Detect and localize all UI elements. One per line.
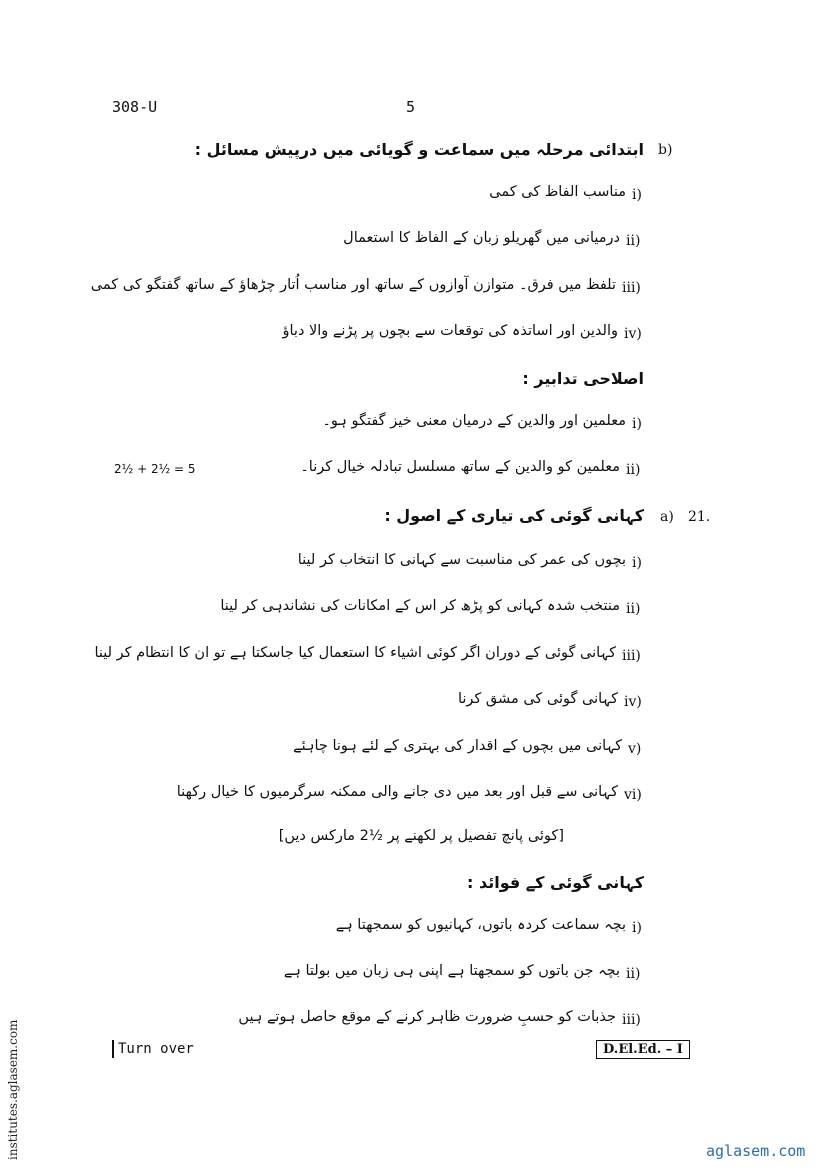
turn-over-label: Turn over bbox=[118, 1041, 194, 1057]
q21-item-4-text: کہانی گوئی کی مشق کرنا bbox=[457, 691, 618, 707]
b-item-4-text: والدین اور اساتذہ کی توقعات سے بچوں پر پڑنے والا دباؤ bbox=[282, 323, 618, 339]
question-number: 21. bbox=[688, 509, 711, 525]
course-badge: D.El.Ed. – I bbox=[596, 1040, 690, 1059]
side-watermark: institutes.aglasem.com bbox=[6, 1019, 20, 1160]
b-item-4-num: iv) bbox=[624, 326, 642, 342]
remedy-2-text: معلمین کو والدین کے ساتھ مسلسل تبادلہ خیال کرنا۔ bbox=[300, 459, 620, 475]
remedy-1-num: i) bbox=[632, 416, 642, 432]
benefit-2-text: بچہ جن باتوں کو سمجھتا ہے اپنی ہی زبان میں بولتا ہے bbox=[283, 963, 620, 979]
page-number: 5 bbox=[406, 98, 416, 116]
b-item-1-num: i) bbox=[632, 187, 642, 203]
turn-over bbox=[112, 1040, 194, 1058]
benefits-heading: کہانی گوئی کے فوائد : bbox=[466, 873, 644, 892]
q21-heading: کہانی گوئی کی تیاری کے اصول : bbox=[384, 506, 644, 525]
q21-item-3-text: کہانی گوئی کے دوران اگر کوئی اشیاء کا استعمال کیا جاسکتا ہے تو ان کا انتظام کر لینا bbox=[94, 645, 616, 661]
q21-item-3-num: iii) bbox=[622, 648, 641, 664]
q21-item-2-text: منتخب شدہ کہانی کو پڑھ کر اس کے امکانات کی نشاندہی کر لینا bbox=[220, 598, 620, 614]
benefit-1-text: بچہ سماعت کردہ باتوں، کہانیوں کو سمجھتا ہے bbox=[335, 917, 626, 933]
q21-item-1-num: i) bbox=[632, 555, 642, 571]
marks-note: 2½ + 2½ = 5 bbox=[114, 462, 196, 476]
section-b-label: b) bbox=[658, 142, 673, 158]
benefit-2-num: ii) bbox=[626, 966, 641, 982]
b-item-3-text: تلفظ میں فرق۔ متوازن آوازوں کے ساتھ اور مناسب اُتار چڑھاؤ کے ساتھ گفتگو کی کمی bbox=[90, 277, 616, 293]
q21-item-5-text: کہانی میں بچوں کے اقدار کی بہتری کے لئے ہونا چاہئے bbox=[293, 738, 622, 754]
q21-item-6-num: vi) bbox=[624, 787, 642, 803]
bracket-mark bbox=[112, 1040, 114, 1058]
b-item-2-num: ii) bbox=[626, 233, 641, 249]
benefit-1-num: i) bbox=[632, 920, 642, 936]
benefit-3-text: جذبات کو حسبِ ضرورت ظاہر کرنے کے موقع حاصل ہوتے ہیں bbox=[238, 1009, 616, 1025]
q21-item-4-num: iv) bbox=[624, 694, 642, 710]
paper-code: 308-U bbox=[112, 98, 158, 116]
q21-item-2-num: ii) bbox=[626, 601, 641, 617]
remedies-heading: اصلاحی تدابیر : bbox=[522, 369, 644, 388]
q21-item-1-text: بچوں کی عمر کی مناسبت سے کہانی کا انتخاب کر لینا bbox=[297, 552, 626, 568]
part-a-label: a) bbox=[660, 509, 674, 525]
website-watermark: aglasem.com bbox=[706, 1142, 806, 1160]
benefit-3-num: iii) bbox=[622, 1012, 641, 1028]
bracket-note: [کوئی پانچ تفصیل پر لکھنے پر ½2 مارکس دیں] bbox=[278, 828, 564, 844]
b-item-3-num: iii) bbox=[622, 280, 641, 296]
remedy-2-num: ii) bbox=[626, 462, 641, 478]
q21-item-6-text: کہانی سے قبل اور بعد میں دی جانے والی ممکنہ سرگرمیوں کا خیال رکھنا bbox=[176, 784, 618, 800]
b-item-1-text: مناسب الفاظ کی کمی bbox=[489, 184, 626, 200]
remedy-1-text: معلمین اور والدین کے درمیان معنی خیز گفتگو ہو۔ bbox=[322, 413, 626, 429]
b-item-2-text: درمیانی میں گھریلو زبان کے الفاظ کا استعمال bbox=[343, 230, 620, 246]
section-b-heading: ابتدائی مرحلہ میں سماعت و گویائی میں درپیش مسائل : bbox=[194, 140, 644, 159]
q21-item-5-num: v) bbox=[628, 741, 642, 757]
